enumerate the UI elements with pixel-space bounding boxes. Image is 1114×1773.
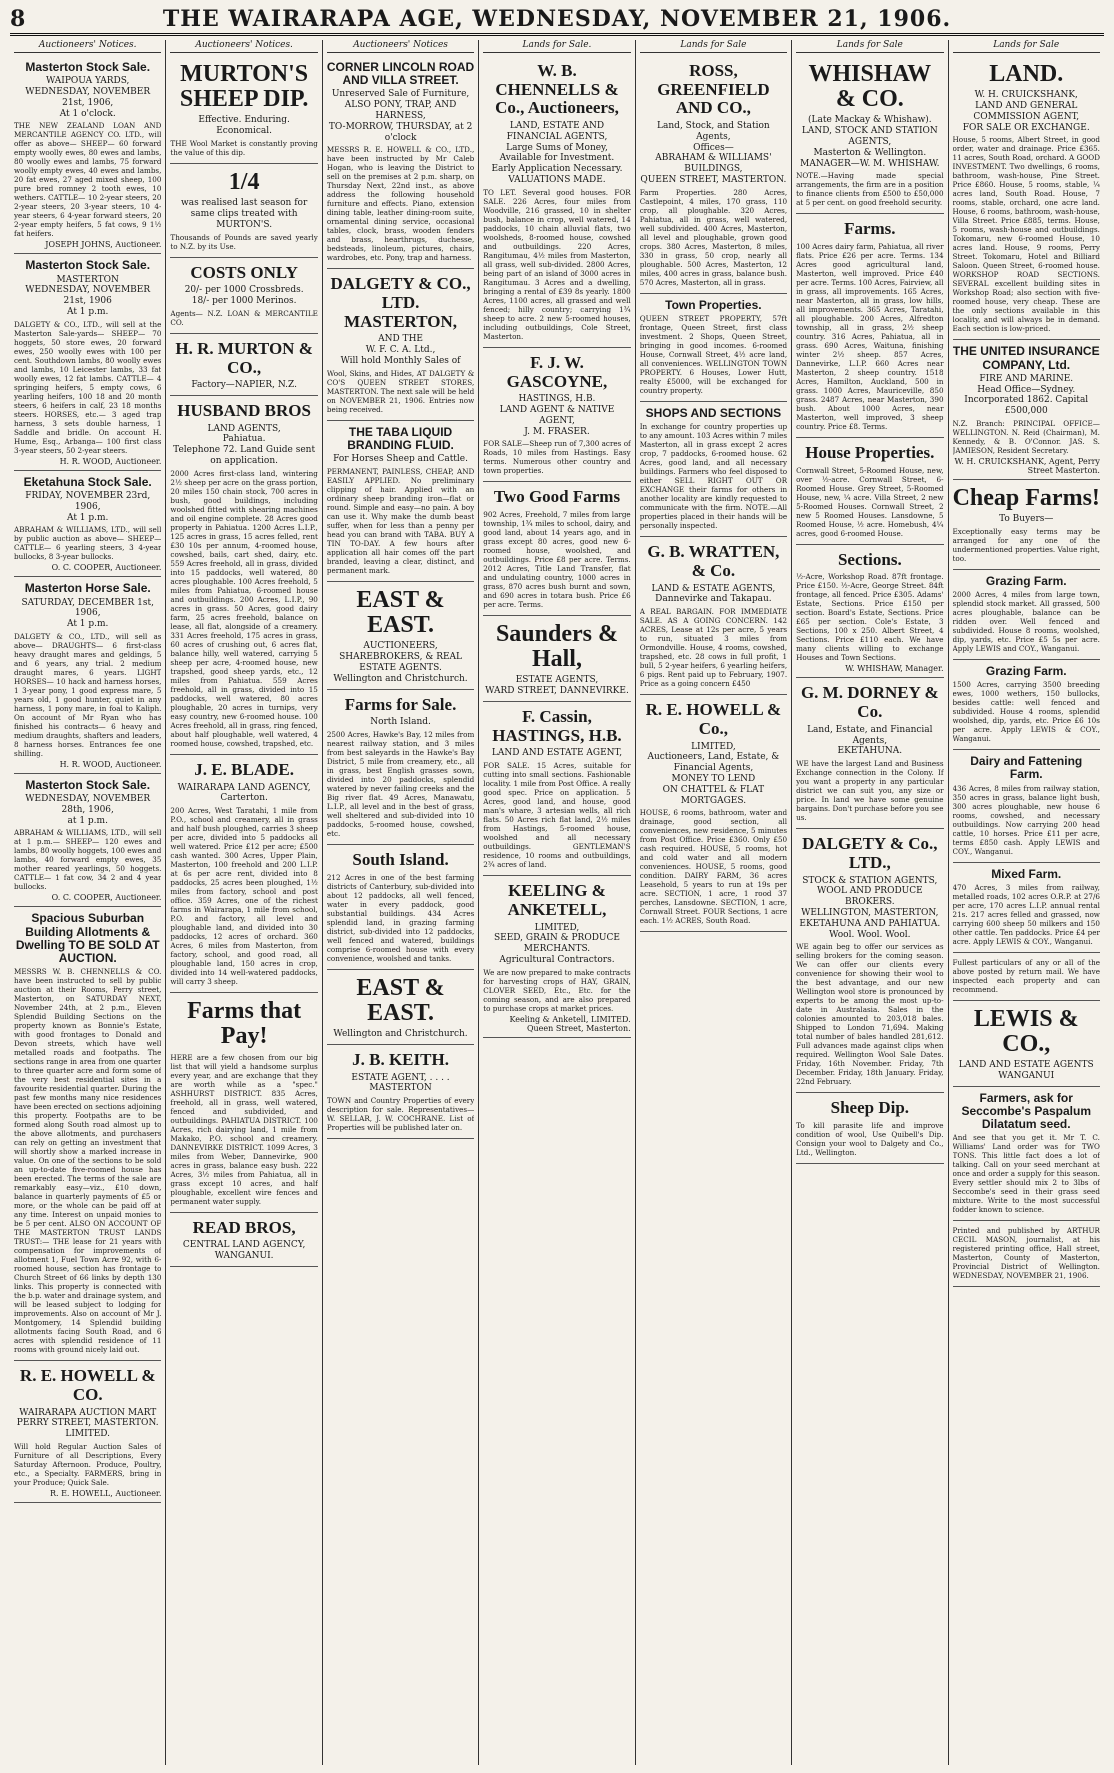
ad-body: Will hold Regular Auction Sales of Furniture of all Descriptions, Every Saturday Afternoon. Produce, Poultry, etc., a Specialty. FARMERS, bring in your Produce; Quick Sale.: [14, 1442, 162, 1487]
ad-body: FOR SALE. 15 Acres, suitable for cutting into small sections. Fashionable locality. 1 mile from Post Office. A really good spec. Price on application. 5 Acres, good land, and house, good man's whare, 3 artesian wells, all rich flats. 50 Acres rich flat land, 2½ miles from Hastings, 5-roomed house, woolshed and all necessary outbuildings. GENTLEMAN'S residence, 10 rooms and outbuildings, 2¾ acres of land.: [483, 761, 631, 870]
advertisement: [14, 56, 161, 254]
ad-subtitle: W. H. CRUICKSHANK, LAND AND GENERAL COMMISSION AGENT, FOR SALE OR EXCHANGE.: [962, 90, 1090, 133]
column-6: [792, 40, 948, 1765]
advertisement: [953, 1087, 1100, 1222]
ad-title: THE UNITED INSURANCE COMPANY, Ltd.: [952, 344, 1100, 372]
ad-body: DALGETY & CO., LTD., will sell at the Masterton Sale-yards— SHEEP— 70 hoggets, 50 store ewes, 20 forward ewes, 250 woolly ewes with 100 per cent. Southdown lambs, 80 woolly ewes and lambs, 10 Leicester lambs, 33 fat woolly ewes, 12 fat lambs. CATTLE— 4 springing heifers, 5 empty cows, 6 yearling heifers, 100 18 and 20 month steers, 6 heifers in calf, 23 18 months steers. HORSES, etc.— 3 aged trap harness, 3 sets double harness, 1 Saddle and bridle. On account H. Hume, Esq., Arbanga— 100 first class 3-year steers, 50 2-year steers.: [14, 319, 162, 455]
advertisement: [483, 616, 630, 702]
ad-subtitle: WAIRARAPA AUCTION MART PERRY STREET, MASTERTON. LIMITED.: [16, 1407, 159, 1440]
advertisement: [953, 1221, 1100, 1287]
advertisement: [170, 755, 317, 993]
ad-body: FOR SALE—Sheep run of 7,300 acres of Roads, 10 miles from Hastings. Easy terms. Numerous other country and town properties.: [483, 439, 631, 476]
advertisement: [327, 970, 474, 1045]
ad-subtitle: Land, Estate, and Financial Agents, EKETAHUNA.: [807, 724, 933, 757]
ad-body: HERE are a few chosen from our big list that will yield a handsome surplus every year, and are exchange that they are worth while as a "spec." ASHHURST DISTRICT. 835 Acres, freehold, all in grass, well watered, fenced and subdivided, and outbuildings. PAHIATUA DISTRICT. 100 Acres, rich dairying land, 1 mile from Makako, P.O. school and creamery. DANNEVIRKE DISTRICT. 1099 Acres, 3 miles from Weber, Dannevirke, 900 acres in grass, balance easy bush. 222 Acres, 3½ miles from Pahiatua, all in grass except 10 acres, and half ploughable, excellent wire fences and permanent water supply.: [170, 1052, 318, 1206]
ad-body: Thousands of Pounds are saved yearly to N.Z. by its Use.: [170, 232, 318, 251]
ad-subtitle: FIRE AND MARINE. Head Office—Sydney. Incorporated 1862. Capital £500,000: [964, 373, 1089, 417]
ad-title: H. R. MURTON & CO.,: [175, 338, 313, 377]
ad-body: House, 5 rooms, Albert Street, in good order, water and drainage. Price £365. 11 acres, South Road, orchard. A GOOD INVESTMENT. Two dwellings, 6 rooms, bathroom, wash-house, Pine Street. Price £860. House, 5 rooms, stable, ¼ acres land, South Road. House, 7 rooms, stable, orchard, one acre land. House, 6 rooms, bathroom, wash-house, Villa Street. Price £885, terms. House, 5 rooms, wash-house and outbuildings. Tokomaru, new 6-roomed House, 10 acres land. House, 9 rooms, Perry Street. Tokomaru, Hotel and Billiard Saloon. Queen Street, 6-roomed house. WORKSHOP ROAD SECTIONS. SEVERAL excellent building sites in Workshop Road; also section with five-roomed house, very cheap. These are the only sections available in this locality, and will always be in demand. Each section is low-priced.: [952, 135, 1100, 334]
ad-title: Masterton Stock Sale.: [25, 777, 151, 792]
advertisement: [327, 690, 474, 845]
newspaper-title: THE WAIRARAPA AGE, WEDNESDAY, NOVEMBER 21, 1906.: [162, 6, 952, 32]
ad-body: Printed and published by ARTHUR CECIL MASON, journalist, at his registered printing office, Hall street, Masterton, County of Masterton, Provincial District of Wellington. WEDNESDAY, NOVEMBER 21, 1906.: [952, 1226, 1100, 1281]
ad-title: MURTON'S SHEEP DIP.: [179, 61, 309, 113]
column-header: Lands for Sale: [796, 40, 943, 53]
ad-title: R. E. HOWELL & CO.: [19, 1366, 156, 1404]
advertisement: [640, 56, 787, 294]
advertisement: [170, 164, 317, 258]
advertisement: [483, 876, 630, 1038]
ad-body: Agents— N.Z. LOAN & MERCANTILE CO.: [170, 308, 318, 327]
ad-title: G. B. WRATTEN, & Co.: [647, 542, 780, 580]
ad-subtitle: was realised last season for same clips treated with MURTON'S.: [181, 198, 308, 230]
ad-title: Grazing Farm.: [985, 573, 1067, 588]
ad-title: SHOPS AND SECTIONS: [645, 406, 782, 421]
advertisement: [953, 1001, 1100, 1087]
ad-body: 2500 Acres, Hawke's Bay, 12 miles from nearest railway station, and 3 miles from best saleyards in the Hawke's Bay District, 5 mile from creamery, etc., all in grass, best English grasses sown, divided into 20 paddocks, splendid watered by never failing creeks and the Big river flat. 49 Acres, Manawatu, L.I.P., all level and in the best of grass, well sheltered and sub-divided into 10 paddocks, 5-roomed house, cowshed, etc.: [326, 730, 475, 839]
ad-subtitle: WAIPOUA YARDS, WEDNESDAY, NOVEMBER 21st, 1906, At 1 o'clock.: [25, 76, 151, 119]
advertisement: [327, 56, 474, 269]
ad-title: READ BROS,: [192, 1217, 296, 1237]
ad-body: And see that you get it. Mr T. C. Williams' Land order was for TWO TONS. This little fact does a lot of talking. Call on your seed merchant at once and order a supply for this season. Every settler should mix 2 to 3lbs of Seccombe's seed in their grass seed mixture. Write to the most successful fodder known to science.: [952, 1133, 1100, 1215]
ad-body: 2000 Acres first-class land, wintering 2½ sheep per acre on the grass portion, 20 miles 150 chain stock, 700 acres in bush, good buildings, including woolshed fitted with shearing machines and oil engine complete. 28 Acres good property in Pahiatua. 1200 Acres L.I.P., 125 acres in grass, 15 acres felled, rent £30 10s per annum, 4-roomed house, cowshed, bails, cart shed, dairy, etc. 559 Acres freehold, all in grass, divided into 15 paddocks, well watered, 80 acres ploughable. 100 Acres freehold, 5 miles from Pahiatua, 6-roomed house and outbuildings. 200 Acres, L.I.P., 90 acres in grass. 50 Acres, good dairy farm, 25 acres freehold, balance on lease, all flat, alongside of a creamery. 331 Acres freehold, 175 acres in grass, 60 acres of crushing out, 6 acres flat, balance hilly, well watered, carrying 5 sheep per acre, 4-roomed house, new trapshed, good sheep yards, etc., 12 miles from Pahiatua. 559 Acres freehold, all in grass, divided into 15 paddocks, well watered, 80 acres ploughable, 20 acres in turnips, very easy country, new 6-roomed house. 100 Acres freehold, all in grass, ring fenced, about half ploughable, well watered, 4 roomed house, cowshed, trapshed, etc.: [170, 468, 318, 748]
ad-body: PERMANENT, PAINLESS, CHEAP, AND EASILY APPLIED. No preliminary clipping of hair. Applied with an ordinary sheep branding iron—flat or round. Simple and easy—no pain. A boy can use it. Why make the dumb beast suffer, when for less than a penny per head you can brand with TABA. BUY A TIN TO-DAY. A few hours after application all hair comes off the part branded, leaving a clear, distinct, and permanent mark.: [326, 466, 475, 575]
advertisement: [953, 570, 1100, 660]
column-header: Auctioneers' Notices.: [14, 40, 161, 53]
advertisement: [953, 56, 1100, 340]
ad-subtitle: Effective. Enduring. Economical.: [198, 115, 290, 137]
column-3: [323, 40, 479, 1765]
advertisement: [170, 396, 317, 755]
masthead: [10, 6, 1104, 36]
advertisement: [796, 438, 943, 545]
advertisement: [327, 421, 474, 582]
ad-subtitle: WEDNESDAY, NOVEMBER 28th, 1906, at 1 p.m.: [25, 794, 151, 826]
advertisement: [953, 340, 1100, 480]
ad-subtitle: (Late Mackay & Whishaw). LAND, STOCK AND STATION AGENTS, Masterton & Wellington. MANAGER—W. M. WHISHAW.: [800, 115, 940, 169]
ad-body: In exchange for country properties up to any amount. 103 Acres within 7 miles Masterton, all in grass except 2 acres crop, 7 paddocks, 6-roomed house. 62 Acres, good land, and all necessary buildings. Farmers who feel disposed to either SELL RIGHT OUT OR EXCHANGE their farms for others in another locality are kindly requested to communicate with the firm. NOTE.—All properties placed in their hands will be personally inspected.: [639, 422, 788, 531]
ad-title: DALGETY & Co., LTD.,: [802, 834, 938, 872]
ad-body: MESSRS R. E. HOWELL & CO., LTD., have been instructed by Mr Caleb Hogan, who is leaving the District to sell on the premises at 2 p.m. sharp, on Thursday Next, 22nd inst., as above address the following household furniture and effects. Piano, extension dining table, leather dining-room suite, ornamental dining service, occasional tables, clock, brass, wooden fenders and brass, hearthrugs, duchesse, bedsteads, linoleum, pictures, chairs, wardrobes, etc. Pony, trap and harness.: [326, 145, 475, 263]
advertisement: [796, 829, 943, 1093]
ad-body: WE have the largest Land and Business Exchange connection in the Colony. If you want a property in any particular district we can suit you, any size or price. In land we have some genuine bargains. Don't purchase before you see us.: [796, 759, 944, 823]
ad-title: WHISHAW & CO.: [808, 61, 932, 113]
ad-signature: H. R. WOOD, Auctioneer.: [59, 456, 162, 466]
ad-title: THE TABA LIQUID BRANDING FLUID.: [347, 424, 454, 452]
advertisement: [640, 294, 787, 402]
ad-body: THE Wool Market is constantly proving the value of this dip.: [170, 138, 318, 157]
ad-title: W. B. CHENNELLS & Co., Auctioneers,: [495, 61, 619, 118]
ad-title: HUSBAND BROS: [177, 401, 311, 420]
ad-title: CORNER LINCOLN ROAD AND VILLA STREET.: [326, 60, 475, 88]
ad-subtitle: LIMITED, SEED, GRAIN & PRODUCE MERCHANTS. Agricultural Contractors.: [493, 922, 620, 965]
page-number: 8: [10, 6, 26, 32]
ad-title: J. E. BLADE.: [194, 759, 294, 779]
advertisement: [14, 577, 161, 774]
ad-title: Farms.: [844, 219, 896, 239]
ad-title: J. B. KEITH.: [352, 1049, 449, 1069]
ad-body: DALGETY & CO., LTD., will sell as above— DRAUGHTS— 6 first-class heavy draught mares and geldings, 5 and 6 years, any trial. 2 medium draught mares, 6 years. LIGHT HORSES— 10 hack and harness horses, 1 3-year pony, 1 good express mare, 5 years old, 1 good hunter, quiet in any harness, 1 pony mare, in foal to Kaliph. On account of Mr Ryan who has finished his contracts— 6 heavy and medium draughts, shafters and leaders, 8 harness horses. Entrances fee one shilling.: [14, 631, 162, 758]
ad-subtitle: Unreserved Sale of Furniture, ALSO PONY, TRAP, AND HARNESS, TO-MORROW, THURSDAY, at 2 o'clock: [328, 89, 473, 143]
ad-body: We are now prepared to make contracts for harvesting crops of HAY, GRAIN, CLOVER SEED, Etc., Etc. for the coming season, and are also prepared to purchase crops at market prices.: [483, 967, 631, 1013]
ad-body: To kill parasite life and improve condition of wool, Use Quibell's Dip. Consign your wool to Dalgety and Co., Ltd., Wellington.: [796, 1121, 944, 1158]
advertisement: [640, 402, 787, 537]
ad-subtitle: Factory—NAPIER, N.Z.: [191, 380, 297, 391]
ad-body: A REAL BARGAIN. FOR IMMEDIATE SALE. AS A GOING CONCERN. 142 ACRES, Lease at 12s per acre, 5 years to run, situated 3 miles from Ormondville. House, 4 rooms, cowshed, trapshed, etc. 28 cows in full profit, 1 bull, 5 2-year heifers, 6 yearling heifers, 6 pigs. Rent paid up to February, 1907. Price as a going concern £450: [639, 607, 788, 689]
ad-title: LEWIS & CO.,: [973, 1005, 1079, 1058]
ad-title: ROSS, GREENFIELD AND CO.,: [657, 61, 770, 118]
ad-signature: R. E. HOWELL, Auctioneer.: [49, 1489, 162, 1498]
ad-subtitle: CENTRAL LAND AGENCY, WANGANUI.: [182, 1240, 306, 1262]
ad-signature: O. C. COOPER, Auctioneer.: [51, 893, 162, 903]
advertisement: [14, 907, 161, 1361]
advertisement: [483, 702, 630, 876]
ad-body: 212 Acres in one of the best farming districts of Canterbury, sub-divided into about 12 paddocks, all well fenced, water in every paddock, good substantial buildings. 434 Acres splendid land, in grazing farming district, sub-divided into 12 paddocks, well fenced and watered, buildings comprise 6-roomed house with every convenience, woolshed and tanks.: [326, 872, 475, 963]
advertisement: [953, 750, 1100, 862]
ad-body: Cornwall Street, 5-Roomed House, new, over ½-acre. Cornwall Street, 6-Roomed House. Grey Street, 5-Roomed House, new, ¼ acre. Villa Street, 2 new 5-Roomed Houses. Cornwall Street, 2 new 5 Roomed Houses. Lansdowne, 5 Roomed House, ½ acre. Homebush, 4¼ acres, good 6-roomed House.: [796, 465, 944, 538]
ad-body: HOUSE, 6 rooms, bathroom, water and drainage, good section, all conveniences, new residence, 5 minutes from Post Office. Price £360. Only £50 cash required. HOUSE, 5 rooms, hot and cold water and all modern conveniences. HOUSE, 5 rooms, good condition. DAIRY FARM, 36 acres Leasehold, 5 years to run at 19s per acre. SECTION, 1 acre, 1 rood 37 perches, Lansdowne. SECTION, 1 acre, Cornwall Street. FOUR Sections, 1 acre each. 1½ ACRES, South Road.: [639, 808, 788, 926]
advertisement: [796, 1093, 943, 1164]
ad-title: Saunders & Hall,: [495, 621, 618, 673]
advertisement: [327, 269, 474, 420]
ad-title: 1/4: [228, 168, 260, 195]
ad-title: Two Good Farms: [493, 487, 621, 507]
ad-subtitle: MASTERTON WEDNESDAY, NOVEMBER 21st, 1906 At 1 p.m.: [25, 274, 151, 317]
ad-subtitle: FRIDAY, NOVEMBER 23rd, 1906, At 1 p.m.: [25, 490, 151, 523]
advertisement: [796, 545, 943, 679]
ad-subtitle: AND THE W. F. C. A. Ltd., Will hold Monthly Sales of: [340, 334, 461, 367]
advertisement: [170, 993, 317, 1212]
advertisement: [170, 56, 317, 164]
advertisement: [796, 214, 943, 438]
ad-subtitle: To Buyers—: [999, 514, 1054, 525]
ad-subtitle: LAND, ESTATE AND FINANCIAL AGENTS, Large Sums of Money, Available for Investment. Early Application Necessary. VALUATIONS MADE.: [491, 121, 623, 186]
ad-body: Wool, Skins, and Hides, AT DALGETY & CO'S QUEEN STREET STORES, MASTERTON. The next sale will be held on NOVEMBER 21, 1906. Entries now being received.: [326, 368, 475, 414]
advertisement: [14, 471, 161, 578]
advertisement: [796, 678, 943, 829]
ad-title: F. J. W. GASCOYNE,: [506, 352, 608, 391]
ad-body: 470 Acres, 3 miles from railway, metalled roads, 102 acres O.R.P. at 27/6 per acre, 170 acres L.I.P. annual rental 21s. 217 acres felled and grassed, now carrying 600 sheep 50 milkers and 150 other cattle. Ten paddocks. Price £4 per acre. Apply LEWIS & COY., Wanganui.: [952, 882, 1100, 946]
ad-body: QUEEN STREET PROPERTY, 57ft frontage, Queen Street, first class investment. 2 Shops, Queen Street, bringing in good incomes. 6-roomed House, Cornwall Street, 4½ acre land, all conveniences. WELLINGTON TOWN PROPERTY. 6 Houses, Lower Hutt, realty £5000, will be exchanged for country property.: [639, 314, 788, 396]
advertisement: [796, 56, 943, 214]
advertisement: [953, 863, 1100, 953]
column-header: Lands for Sale: [640, 40, 787, 53]
ad-signature: O. C. COOPER, Auctioneer.: [51, 563, 162, 573]
ad-subtitle: ESTATE AGENTS, WARD STREET, DANNEVIRKE.: [485, 675, 629, 697]
ad-title: Dairy and Fattening Farm.: [970, 754, 1083, 782]
advertisement: [483, 56, 630, 348]
advertisement: [640, 695, 787, 932]
ad-body: N.Z. Branch: PRINCIPAL OFFICE—WELLINGTON. N. Reid (Chairman), M. Kennedy, & B. O'Connor. JAS. S. JAMIESON, Resident Secretary.: [952, 418, 1100, 455]
ad-body: 436 Acres, 8 miles from railway station, 350 acres in grass, balance light bush, 300 acres ploughable, new house 6 rooms, cowshed, and necessary outbuildings. Now carrying 200 head cattle, 10 horses. Price £11 per acre, terms £850 cash. Apply LEWIS and COY., Wanganui.: [952, 783, 1100, 856]
ad-subtitle: LAND AGENTS, Pahiatua. Telephone 72. Land Guide sent on application.: [173, 423, 316, 467]
ad-body: ½-Acre, Workshop Road. 87ft frontage. Price £150. ½-Acre, George Street. 84ft frontage, all fenced. Price £305. Adams' Estate, Sections. Price £150 per section. Board's Estate, Sections. Price £65 per section. Cole's Estate, 3 Sections, 100 x 250. Albert Street, 4 Sections. Price £110 each. We have many clients willing to exchange Houses and Town Sections.: [796, 572, 944, 663]
ad-subtitle: LIMITED, Auctioneers, Land, Estate, & Financial Agents, MONEY TO LEND ON CHATTEL & FLAT MORTGAGES.: [647, 741, 780, 806]
column-header: Lands for Sale: [953, 40, 1100, 53]
advertisement: [953, 953, 1100, 1001]
ad-subtitle: LAND AND ESTATE AGENTS WANGANUI: [958, 1060, 1094, 1082]
ad-subtitle: For Horses Sheep and Cattle.: [333, 454, 468, 465]
ad-signature: W. WHISHAW, Manager.: [845, 664, 944, 674]
advertisement: [170, 334, 317, 396]
ad-title: Sheep Dip.: [830, 1098, 910, 1118]
ad-body: THE NEW ZEALAND LOAN AND MERCANTILE AGENCY CO. LTD., will offer as above— SHEEP— 60 forward empty woolly ewes, 80 ewes and lambs, 80 woolly ewes and lambs, 75 forward woolly empty ewes, 40 ewes and lambs, 20 fat ewes, 27 aged mixed sheep, 100 pure bred romney 2 tooth ewes, 10 wethers. CATTLE— 10 2-year steers, 20 2-year steers, 20 3-year steers, 10 4-year steers, 6 4-year forward steers, 20 2-year empty heifers, 5 fat cows, 9 1½ fat heifers.: [14, 121, 162, 239]
advertisement: [327, 845, 474, 970]
column-7: [949, 40, 1104, 1765]
ad-body: 902 Acres, Freehold, 7 miles from large township, 1¾ miles to school, dairy, and good land, about 14 years ago, and in grass except 80 acres, good new 6-roomed house, woolshed, and outbuildings. Price £8 per acre. Terms. 2012 Acres, Title Land Transfer, flat and undulating country, 1000 acres in grass, 870 acres bush burnt and sown, and 690 acres in totara bush. Price £6 per acre. Terms.: [483, 510, 631, 610]
column-header: Lands for Sale.: [483, 40, 630, 53]
ad-title: R. E. HOWELL & Co.,: [645, 700, 782, 738]
advertisement: [953, 480, 1100, 570]
ad-title: EAST & EAST.: [356, 586, 445, 639]
ad-title: Town Properties.: [665, 297, 762, 312]
ad-subtitle: LAND & ESTATE AGENTS, Dannevirke and Takapau.: [651, 583, 776, 605]
ad-body: ABRAHAM & WILLIAMS, LTD., will sell at 1 p.m.— SHEEP— 120 ewes and lambs, 80 woolly hoggets, 100 ewes and lambs, 40 forward empty ewes, 35 mother reared yearlings, 50 hoggets. CATTLE— 1 fat cow, 34 2 and 4 year bullocks.: [14, 828, 162, 892]
ad-subtitle: HASTINGS, H.B. LAND AGENT & NATIVE AGENT, J. M. FRASER.: [499, 394, 615, 437]
ad-title: Masterton Stock Sale.: [25, 258, 151, 273]
ad-title: Eketahuna Stock Sale.: [23, 474, 152, 489]
ad-body: 200 Acres, West Taratahi, 1 mile from P.O., school and creamery, all in grass and half bush ploughed, carries 3 sheep per acre, divided into 5 paddocks all well watered. Price £12 per acre; £500 cash wanted. 300 Acres, Upper Plain, Masterton, 100 freehold and 200 L.I.P. at 6s per acre rent, divided into 8 paddocks, 25 acres been ploughed, 1½ miles from factory, school and post office. 359 Acres, one of the richest farms in Wairarapa, 1 mile from school, P.O. and factory, all level and ploughable land, and divided into 30 paddocks, 12 acres of orchard. 360 Acres, 6 miles from Masterton, from factory, school, and good road, all ploughable land, 150 acres in crop, divided into 14 well-watered paddocks, will carry 3 sheep.: [170, 806, 318, 987]
ad-title: Farmers, ask for Seccombe's Paspalum Dilatatum seed.: [961, 1090, 1092, 1132]
column-2: [166, 40, 322, 1765]
ad-subtitle: Land, Stock, and Station Agents, Offices— ABRAHAM & WILLIAMS' BUILDINGS, QUEEN STREET, MASTERTON.: [640, 121, 787, 186]
ad-body: 1500 Acres, carrying 3500 breeding ewes, 1000 wethers, 150 bullocks, besides cattle: well fenced and subdivided. House 4 rooms, splendid woolshed, dip, yards, etc. Price £6 10s per acre. Apply LEWIS & COY., Wanganui.: [952, 680, 1100, 744]
ad-body: WE again beg to offer our services as selling brokers for the coming season. We can offer our clients every convenience for showing their wool to the best advantage, and our new Wellington wool store is pronounced by experts to be among the most up-to-date in Australasia. Sales in the colonies amounted to 203,018 bales. Shipped to London 71,694. Making total number of bales handled 281,612. Full advances made against clips when required. Wellington Wool Sale Dates. Friday, 16th November. Friday, 7th December. Friday, 18th January. Friday, 22nd February.: [796, 942, 944, 1087]
advertisement: [483, 348, 630, 483]
ad-title: Masterton Horse Sale.: [24, 581, 151, 596]
column-4: [479, 40, 635, 1765]
ad-signature: H. R. WOOD, Auctioneer.: [59, 759, 162, 769]
advertisement: [14, 254, 161, 470]
advertisement: [640, 537, 787, 695]
column-5: [636, 40, 792, 1765]
column-1: [10, 40, 166, 1765]
advertisement: [170, 1213, 317, 1267]
advertisement: [953, 660, 1100, 750]
ad-title: South Island.: [352, 850, 449, 870]
ad-body: TOWN and Country Properties of every description for sale. Representatives— W. SELLAR, J. W. COCHRANE. List of Properties will be published later on.: [326, 1096, 475, 1133]
ad-subtitle: ESTATE AGENT, . . . . MASTERTON: [351, 1072, 450, 1094]
advertisement: [170, 258, 317, 334]
ad-title: Masterton Stock Sale.: [25, 60, 151, 74]
ad-body: NOTE.—Having made special arrangements, the firm are in a position to finance clients from £500 to £50,000 at 5 per cent. on good freehold security.: [796, 171, 944, 208]
advertisement: [483, 482, 630, 616]
ad-subtitle: SATURDAY, DECEMBER 1st, 1906, At 1 p.m.: [21, 597, 154, 630]
ad-body: Farm Properties. 280 Acres, Castlepoint, 4 miles, 170 grass, 110 crop, all ploughable. 320 Acres, Pahiatua, all in grass, well watered, well subdivided. 400 Acres, Masterton, all level and ploughable, grown good crops. 380 Acres, Masterton, 8 miles, 330 in grass, 50 crop, nearly all ploughable. 500 Acres, Masterton, 12 miles, 400 acres in grass, balance bush. 570 Acres, Masterton, all in grass.: [639, 187, 788, 287]
column-header: Auctioneers' Notices.: [170, 40, 317, 53]
ad-title: Grazing Farm.: [985, 664, 1067, 679]
ad-title: DALGETY & CO., LTD. MASTERTON,: [330, 274, 471, 331]
ad-title: LAND.: [989, 61, 1064, 87]
ad-title: Cheap Farms!: [952, 484, 1100, 511]
ad-subtitle: AUCTIONEERS, SHAREBROKERS, & REAL ESTATE AGENTS. Wellington and Christchurch.: [333, 641, 468, 684]
ad-title: Sections.: [837, 549, 902, 569]
ad-title: Farms for Sale.: [344, 694, 457, 714]
ad-body: 100 Acres dairy farm, Pahiatua, all river flats. Price £26 per acre. Terms. 134 Acres good agricultural land, Masterton, well improved. Price £40 per acre. Terms. 100 Acres, Fairview, all in grass, all improvements. 165 Acres, near Masterton, all in grass, low hills, all improvements. 365 Acres, Taratahi, all ploughable. 200 Acres, Alfredton township, all in grass, 2½ sheep country. 316 Acres, Pahiatua, all in grass. 690 Acres, Waituna, finishing winter 2½ sheep. 857 Acres, Dannevirke, L.I.P. 660 Acres near Masterton, 2 sheep country. 1518 Acres, Hamilton, Auckland, 500 in grass. 1000 Acres, Mauriceville, 850 grass. 2487 Acres, near Masterton, 390 bush. About 1000 Acres, near Masterton, well improved, 3 sheep country. Price £8. Terms.: [796, 242, 944, 432]
ad-body: TO LET. Several good houses. FOR SALE. 226 Acres, four miles from Woodville, 216 grassed, 10 in shelter bush, balance in crop, well watered, 14 paddocks, 10 chain alluvial flats, two woolsheds, 8-roomed house, cowshed and outbuildings. 220 Acres, Rangitumau, 4½ miles from Masterton, all grass, well sub-divided. 2800 Acres, being part of an island of 3000 acres in Rangitumau. 3 Acres and a dwelling, bringing a rental of £39 8s yearly. 1800 Acres, 1100 acres, all grassed and well fenced; hilly country; carrying 1¾ sheep to acre. 2 new 5-roomed houses, including outbuildings, Cole Street, Masterton.: [483, 187, 631, 341]
ad-signature: JOSEPH JOHNS, Auctioneer.: [45, 240, 162, 250]
ad-title: Spacious Suburban Building Allotments & Dwelling TO BE SOLD AT AUCTION.: [15, 911, 160, 966]
ad-title: EAST & EAST.: [356, 974, 445, 1026]
ad-body: Fullest particulars of any or all of the above posted by return mail. We have inspected each property and can recommend.: [952, 957, 1100, 994]
ad-body: ABRAHAM & WILLIAMS, LTD., will sell by public auction as above— SHEEP— CATTLE— 6 yearling steers, 3 4-year bullocks, 8 3-year bullocks.: [14, 525, 162, 562]
ad-title: House Properties.: [805, 443, 935, 463]
ad-subtitle: 20/- per 1000 Crossbreds. 18/- per 1000 Merinos.: [184, 285, 304, 307]
ad-title: KEELING & ANKETELL,: [507, 881, 607, 919]
advertisement: [14, 1361, 161, 1503]
ad-subtitle: WAIRARAPA LAND AGENCY, Carterton.: [177, 782, 311, 804]
ad-title: G. M. DORNEY & Co.: [800, 683, 939, 722]
ad-signature: Keeling & Anketell, LIMITED. Queen Street, Masterton.: [509, 1014, 631, 1033]
ad-subtitle: North Island.: [370, 717, 431, 728]
ad-body: MESSRS W. B. CHENNELLS & CO. have been instructed to sell by public auction at their Rooms, Perry street, Masterton, on SATURDAY NEXT, November 24th, at 2 p.m., Eleven Splendid Building Sections on the property known as Bonnie's Estate, with good frontages to Donald and Devon streets, which have well metalled roads and footpaths. The sections range in area from one quarter to three quarter acre and form some of the very best residential sites in a favourite residential quarter. During the past few months many nice residences have been erected on sections adjoining this property. Footpaths are to be formed along South road almost up to the above allotments, and purchasers can rely on getting an investment that will shortly show a marked increase in value. On one of the sections to be sold an up-to-date five-roomed house has been erected. The terms of the sale are remarkably easy—viz., £10 down, balance in quarterly payments of £5 or more, or the whole can be paid off at any time. Interest on unpaid monies to be 5 per cent. ALSO ON ACCOUNT OF THE MASTERTON TRUST LANDS TRUST:— THE lease for 21 years with compensation for improvements of allotment 1, Fuel Town Acre 92, with 6-roomed house, section has frontage to Church Street of 66 links by depth 130 links. This property is connected with the b.p. water and drainage system, and will be leased subject to lodging for improvements. Also on account of Mr J. Montgomery, 14 Splendid building allotments facing South Road, and 6 acres with splendid residence of 11 rooms with ground nicely laid out.: [14, 967, 162, 1355]
advertisement: [327, 582, 474, 690]
ad-subtitle: Wellington and Christchurch.: [333, 1029, 468, 1040]
ad-title: COSTS ONLY: [190, 262, 298, 282]
ad-title: Mixed Farm.: [991, 866, 1062, 881]
ad-body: 2000 Acres, 4 miles from large town, splendid stock market. All grassed, 500 acres ploughable, balance can be ridden over. Well fenced and subdivided. House 8 rooms, woolshed, dip, yards, etc. Price £5 5s per acre. Apply LEWIS and COY., Wanganui.: [952, 590, 1100, 654]
advertisement: [327, 1045, 474, 1139]
ad-subtitle: LAND AND ESTATE AGENT,: [491, 748, 623, 759]
advertisement: [14, 774, 161, 908]
ad-title: F. Cassin, HASTINGS, H.B.: [492, 707, 622, 745]
ad-body: Exceptionally easy terms may be arranged for any one of the undermentioned properties. Value right, too.: [952, 526, 1100, 563]
ad-subtitle: STOCK & STATION AGENTS, WOOL AND PRODUCE BROKERS. WELLINGTON, MASTERTON, EKETAHUNA AND PAHIATUA. Wool. Wool. Wool.: [799, 875, 941, 940]
ad-signature: W. H. CRUICKSHANK, Agent, Perry Street Masterton.: [954, 456, 1100, 475]
column-header: Auctioneers' Notices: [327, 40, 474, 53]
ad-title: Farms that Pay!: [187, 998, 302, 1050]
columns-container: [10, 40, 1104, 1765]
